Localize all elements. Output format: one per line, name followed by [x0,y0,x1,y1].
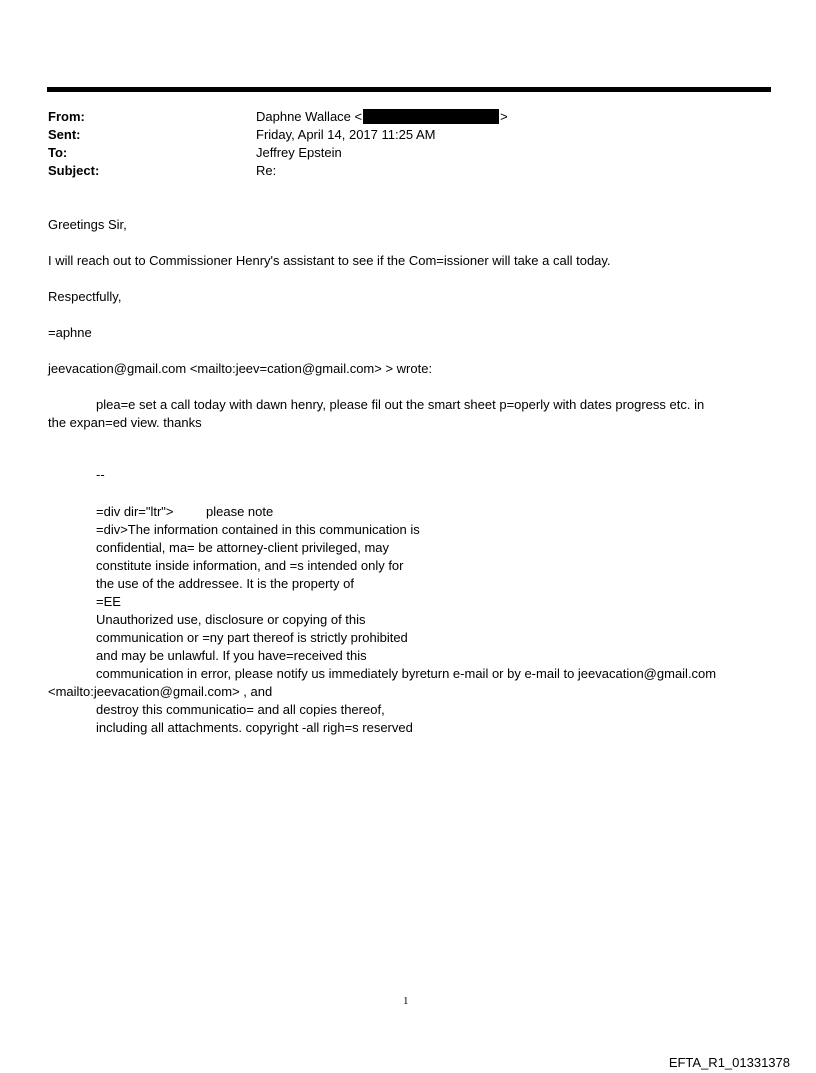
disclaimer-line: and may be unlawful. If you have=received this [96,648,367,663]
from-end: > [500,109,508,124]
signature: =aphne [48,325,92,340]
subject-value: Re: [256,163,277,178]
disclaimer-line: the use of the addressee. It is the property of [96,576,354,591]
disclaimer-line: communication in error, please notify us immediately byreturn e-mail or by e-mail to jeevacation@gmail.com [96,666,717,681]
quoted-line: plea=e set a call today with dawn henry, please fil out the smart sheet p=operly with dates progress etc. in [96,397,705,412]
sent-value: Friday, April 14, 2017 11:25 AM [256,127,436,142]
redaction-bar [363,109,499,124]
sent-label: Sent: [48,127,81,142]
disclaimer-line: destroy this communicatio= and all copies thereof, [96,702,385,717]
from-value [256,108,508,126]
disclaimer-line: Unauthorized use, disclosure or copying of this [96,612,366,627]
subject-label: Subject: [48,163,100,178]
body-line: I will reach out to Commissioner Henry's assistant to see if the Com=issioner will take a call today. [48,253,611,268]
disclaimer-line: =div>The information contained in this communication is [96,522,420,537]
greeting: Greetings Sir, [48,217,127,232]
separator-dashes: -- [96,467,105,482]
closing: Respectfully, [48,289,122,304]
from-label: From: [48,109,85,124]
please-note: please note [206,504,274,519]
header-rule [47,87,771,92]
document-id: EFTA_R1_01331378 [668,1055,790,1070]
disclaimer-line: =EE [96,594,121,609]
quote-intro: jeevacation@gmail.com <mailto:jeev=cation@gmail.com> > wrote: [48,361,433,376]
to-value: Jeffrey Epstein [256,145,342,160]
quoted-line: the expan=ed view. thanks [48,415,202,430]
to-label: To: [48,145,68,160]
disclaimer-line: communication or =ny part thereof is strictly prohibited [96,630,408,645]
disclaimer-line: including all attachments. copyright -all righ=s reserved [96,720,413,735]
disclaimer-line: confidential, ma= be attorney-client privileged, may [96,540,390,555]
disclaimer-line: constitute inside information, and =s intended only for [96,558,404,573]
page-number: 1 [403,995,409,1007]
disclaimer-line: <mailto:jeevacation@gmail.com> , and [48,684,273,699]
from-name: Daphne Wallace < [256,109,363,124]
div-ltr: =div dir="ltr"> [96,504,174,519]
